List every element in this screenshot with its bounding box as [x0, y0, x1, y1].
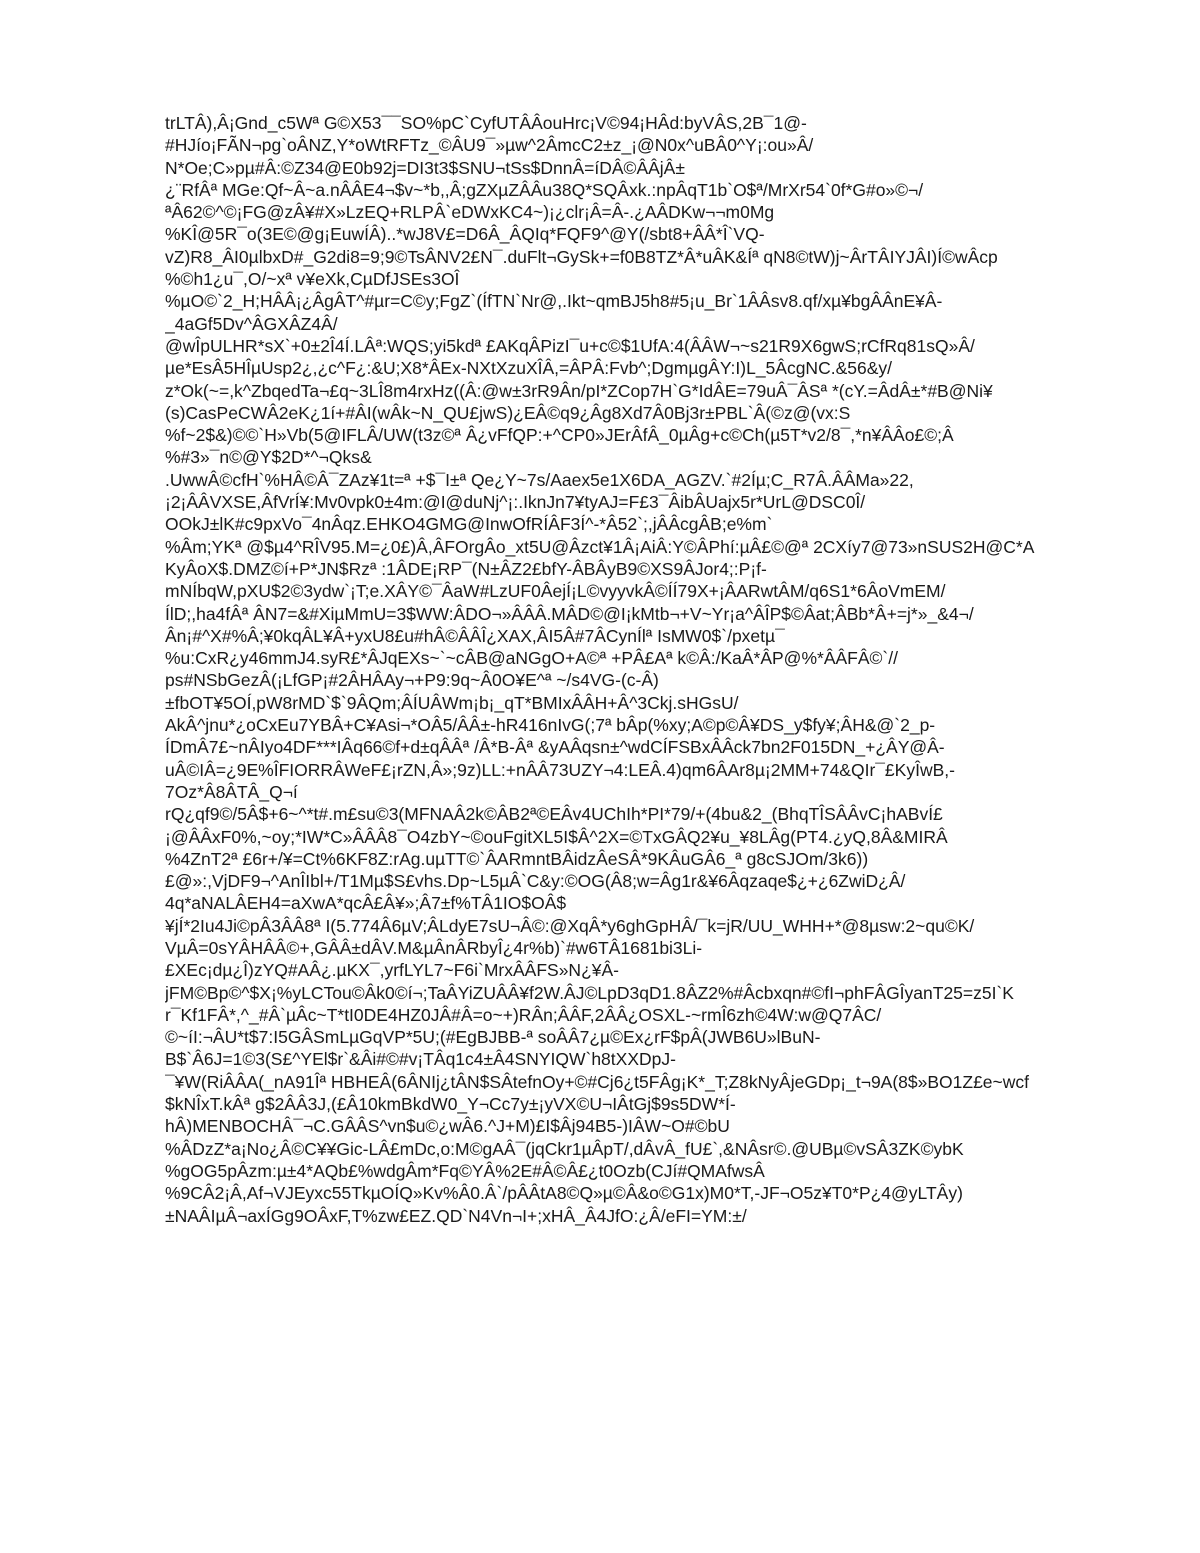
text-line: trLTÂ),Â¡Gnd_c5Wª G©X53¯¯SO%pC`CyfUTÂÂouHrc¡V©94¡HÂd:byVÂS,2B¯1@- [165, 113, 807, 133]
text-line: ÍDmÂ7£~nÂIyo4DF***IÂq66©f+d±qÂÂª /Â*B-Âª &yAÂqsn±^wdCÍFSBxÂÂck7bn2F015DN_+¿ÂY@Â- [165, 737, 945, 758]
text-line: AkÂ^jnu*¿oCxEu7YBÂ+C¥Asi¬*OÂ5/ÂÂ±-hR416nIvG(;7ª bÂp(%xy;A©p©Â¥DS_y$fy¥;ÂH&@`2_p- [165, 715, 936, 736]
text-line: jFM©Bp©^$X¡%yLCTou©Âk0©í¬;TaÂYiZUÂÂ¥f2W.ÂJ©LpD3qD1.8ÂZ2%#Âcbxqn#©fI¬phFÂGÎyanT25=z5I`K [165, 982, 1014, 1003]
text-line: µe*EsÂ5HÎµUsp2¿,¿c^F¿:&U;X8*ÂEx-NXtXzuXÎÂ,=ÂPÂ:Fvb^;DgmµgÂY:I)L_5ÂcgNC.&56&y/ [165, 358, 892, 379]
text-line: _4aGf5Dv^ÂGXÂZ4Â/ [165, 313, 338, 334]
text-line: vZ)R8_ÂI0µlbxD#_G2di8=9;9©TsÂNV2£N¯.duFlt¬GySk+=f0B8TZ*Â*uÂK&Íª qN8©tW)j~ÂrTÂIYJÂI)Í©wÂcp [165, 246, 998, 267]
text-line: %ÂDzZ*a¡No¿Â©C¥¥Gic-LÂ£mDc,o:M©gAÂ¯(jqCkr1µÂpT/,dÂvÂ_fU£`,&NÂsr©.@UBµ©vSÂ3ZK©ybK [165, 1138, 964, 1159]
text-line: £XEc¡dµ¿Î)zYQ#AÂ¿.µKX¯,yrfLYL7~F6i`MrxÂÂFS»N¿¥Â- [165, 960, 619, 981]
text-line: ¡2¡ÂÂVXSE,ÂfVrÍ¥:Mv0vpk0±4m:@I@duNj^¡:.IknJn7¥tyAJ=F£3¯ÂibÂUajx5r*UrL@DSC0Î/ [165, 492, 866, 513]
text-line: #HJío¡FÃN¬pg`oÂNZ,Y*oWtRFTz_©ÂU9¯»µw^2ÂmcC2±z_¡@N0x^uBÂ0^Y¡:ou»Â/ [165, 135, 814, 156]
text-line: @wÎpULHR*sX`+0±2Î4Í.LÂª:WQS;yi5kdª £AKqÂPizI¯u+c©$1UfA:4(ÂÂW¬~s21R9X6gwS;rCfRq81sQ»Â/ [165, 335, 975, 356]
text-line: $kNÎxT.kÂª g$2ÂÂ3J,(£Â10kmBkdW0_Y¬Cc7y±¡yVX©U¬IÂtGj$9s5DW*Í- [165, 1094, 736, 1115]
text-line: ªÂ62©^©¡FG@zÂ¥#X»LzEQ+RLPÂ`eDWxKC4~)¡¿clr¡Â=Â-.¿AÂDKw¬¬m0Mg [165, 202, 775, 223]
text-line: rQ¿qf9©/5Â$+6~^*t#.m£su©3(MFNAÂ2k©ÂB2ª©EÂv4UChIh*PI*79/+(4bu&2_(BhqTÎSÂÂvC¡hABvÍ£ [165, 804, 943, 825]
text-line: ©~íI:¬ÂU*t$7:I5GÂSmLµGqVP*5U;(#EgBJBB-ª soÂÂ7¿µ©Ex¿rF$pÂ(JWB6U»lBuN- [165, 1027, 821, 1048]
text-line: %©h1¿u¯,O/~xª v¥eXk,CµDfJSEs3OÎ [165, 269, 460, 290]
text-line: ¥jÍ*2Iu4Ji©pÂ3ÂÂ8ª I(5.774Â6µV;ÂLdyE7sU¬Â©:@XqÂ*y6ghGpHÂ/¯k=jR/UU_WHH+*@8µsw:2~qu©K/ [165, 915, 975, 936]
text-line: Ân¡#^X#%Â;¥0kqÂL¥Â+yxU8£u#hÂ©ÂÂÎ¿XAX,ÂI5Â#7ÂCynÍlª IsMW0$`/pxetµ¯ [165, 625, 785, 646]
text-line: %f~2$&)©©`H»Vb(5@IFLÂ/UW(t3z©ª Â¿vFfQP:+^CP0»JErÂfÂ_0µÂg+c©Ch(µ5T*v2/8¯,*n¥ÂÂo£©;Â [165, 425, 954, 446]
text-line: ps#NSbGezÂ(¡LfGP¡#2ÂHÂAy¬+P9:9q~Â0O¥E^ª ~/s4VG-(c-Â) [165, 670, 659, 691]
text-line: z*Ok(~=,k^ZbqedTa¬£q~3LÎ8m4rxHz((Â:@w±3rR9Ân/pI*ZCop7H`G*IdÂE=79uÂ¯ÂSª *(cY.=ÂdÂ±*#B@Ni¥ [165, 380, 993, 401]
text-line: %KÎ@5R¯o(3E©@g¡EuwÍÂ)..*wJ8V£=D6Â_ÂQIq*FQF9^@Y(/sbt8+ÂÂ*Î`VQ- [165, 224, 765, 245]
text-line: %9CÂ2¡Â,Af¬VJEyxc55TkµOÍQ»Kv%Â0.Â`/pÂÂtA8©Q»µ©Â&o©G1x)M0*T,-JF¬O5z¥T0*P¿4@yLTÂy) [165, 1183, 963, 1204]
text-line: 7Oz*Â8ÂTÂ_Q¬í [165, 781, 298, 802]
text-line: uÂ©IÂ=¿9E%ÎFIORRÂWeF£¡rZN,Â»;9z)LL:+nÂÂ73UZY¬4:LEÂ.4)qm6ÂAr8µ¡2MM+74&QIr¯£KyÎwB,- [165, 759, 955, 780]
text-line: %Âm;YKª @$µ4^RÎV95.M=¿0£)Â,ÂFOrgÂo_xt5U@Âzct¥1Â¡AiÂ:Y©ÂPhí:µÂ£©@ª 2CXíy7@73»nSUS2H@C*A [165, 536, 1035, 557]
text-line: ¡@ÂÂxF0%,~oy;*IW*C»ÂÂÂ8¯O4zbY~©ouFgitXL5I$Â^2X=©TxGÂQ2¥u_¥8LÂg(PT4.¿yQ,8Â&MIRÂ [165, 826, 948, 847]
text-line: N*Oe;C»pµ#Â:©Z34@E0b92j=DI3t3$SNU¬tSs$DnnÂ=íDÂ©ÂÂjÂ± [165, 157, 685, 178]
text-line: %u:CxR¿y46mmJ4.syR£*ÂJqEXs~`~cÂB@aNGgO+A©ª +PÂ£Aª k©Â:/KaÂ*ÂP@%*ÂÂFÂ©`// [165, 648, 898, 669]
text-line: ±fbOT¥5OÍ,pW8rMD`$`9ÂQm;ÂÍUÂWm¡b¡_qT*BMIxÂÂH+Â^3Ckj.sHGsU/ [165, 692, 739, 713]
text-line: (s)CasPeCWÂ2eK¿1í+#ÂI(wÂk~N_QU£jwS)¿EÂ©q9¿Âg8Xd7Â0Bj3r±PBL`Â(©z@(vx:S [165, 402, 851, 423]
text-line: VµÂ=0sYÂHÂÂ©+,GÂÂ±dÂV.M&µÂnÂRbyÎ¿4r%b)`#w6TÂ1681bi3Li- [165, 937, 703, 958]
text-line: %4ZnT2ª £6r+/¥=Ct%6KF8Z:rAg.uµTT©`ÂARmntBÂidzÂeSÂ*9KÂuGÂ6_ª g8cSJOm/3k6)) [165, 848, 869, 869]
text-line: ¯¥W(RiÂÂA(_nA91Îª HBHEÂ(6ÂNIj¿tÂN$SÂtefnOy+©#Cj6¿t5FÂg¡K*_T;Z8kNyÂjeGDp¡_t¬9A(8$»BO1Z£e~wcf [165, 1071, 1030, 1092]
text-line: hÂ)MENBOCHÂ¯¬C.GÂÂS^vn$u©¿wÂ6.^J+M)£I$Âj94B5-)IÂW~O#©bU [165, 1116, 730, 1137]
text-line: %#3»¯n©@Y$2D*^¬Qks& [165, 447, 372, 468]
text-line: ÍlD;,ha4fÂª ÂN7=&#XiµMmU=3$WW:ÂDO¬»ÂÂÂ.MÂD©@I¡kMtb¬+V~Yr¡a^ÂÎP$©Âat;ÂBb*Â+=j*»_&4¬/ [165, 603, 974, 624]
text-line: ¿¨RfÂª MGe:Qf~Â~a.nÂÂE4¬$v~*b,,Â;gZXµZÂÂu38Q*SQÂxk.:npÂqT1b`O$ª/MrXr54`0f*G#o»©¬/ [165, 179, 924, 200]
text-line: 4q*aNALÂEH4=aXwA*qcÂ£Â¥»;Â7±f%TÂ1IO$OÂ$ [165, 893, 567, 914]
text-line: r¯Kf1FÂ*,^_#Â`µÂc~T*tI0DE4HZ0JÂ#Â=o~+)RÂn;ÂÂF,2ÂÂ¿OSXL-~rmÎ6zh©4W:w@Q7ÂC/ [165, 1004, 882, 1025]
text-line: KyÂoX$.DMZ©í+P*JN$Rzª :1ÂDE¡RP¯(N±ÂZ2£bfY-ÂBÂyB9©XS9ÂJor4;:P¡f- [165, 558, 767, 579]
text-line: OOkJ±lK#c9pxVo¯4nÂqz.EHKO4GMG@InwOfRÍÂF3Í^-*Â52`;,jÂÂcgÂB;e%m` [165, 514, 773, 535]
text-line: B$`Â6J=1©3(S£^YEl$r`&Âi#©#v¡TÂq1c4±Â4SNYIQW`h8tXXDpJ- [165, 1049, 676, 1070]
text-line: %gOG5pÂzm:µ±4*AQb£%wdgÂm*Fq©YÂ%2E#Â©Â£¿t0Ozb(CJí#QMAfwsÂ [165, 1160, 765, 1181]
text-line: mNÍbqW,pXU$2©3ydw`¡T;e.XÂY©¯ÂaW#LzUF0ÂejÍ¡L©vyyvkÂ©ÍÍ79X+¡ÂARwtÂM/q6S1*6ÂoVmEM/ [165, 581, 946, 602]
text-line: .UwwÂ©cfH`%HÂ©Â¯ZAz¥1t=ª +$¯I±ª Qe¿Y~7s/Aaex5e1X6DA_AGZV.`#2Íµ;C_R7Â.ÂÂMa»22, [165, 469, 914, 490]
text-line: %µO©`2_H;HÂÂ¡¿ÂgÂT^#µr=C©y;FgZ`(ÍfTN`Nr@,.Ikt~qmBJ5h8#5¡u_Br`1ÂÂsv8.qf/xµ¥bgÂÂnE¥Â- [165, 291, 943, 312]
text-line: ±NAÂIµÂ¬axÍGg9OÂxF,T%zw£EZ.QD`N4Vn¬I+;xHÂ_Â4JfO:¿Â/eFI=YM:±/ [165, 1205, 747, 1226]
text-line: £@»:,VjDF9¬^AnÎIbl+/T1Mµ$S£vhs.Dp~L5µÂ`C&y:©OG(Â8;w=Âg1r&¥6Âqzaqe$¿+¿6ZwiD¿Â/ [165, 871, 906, 892]
document-body-text [165, 112, 1125, 1227]
